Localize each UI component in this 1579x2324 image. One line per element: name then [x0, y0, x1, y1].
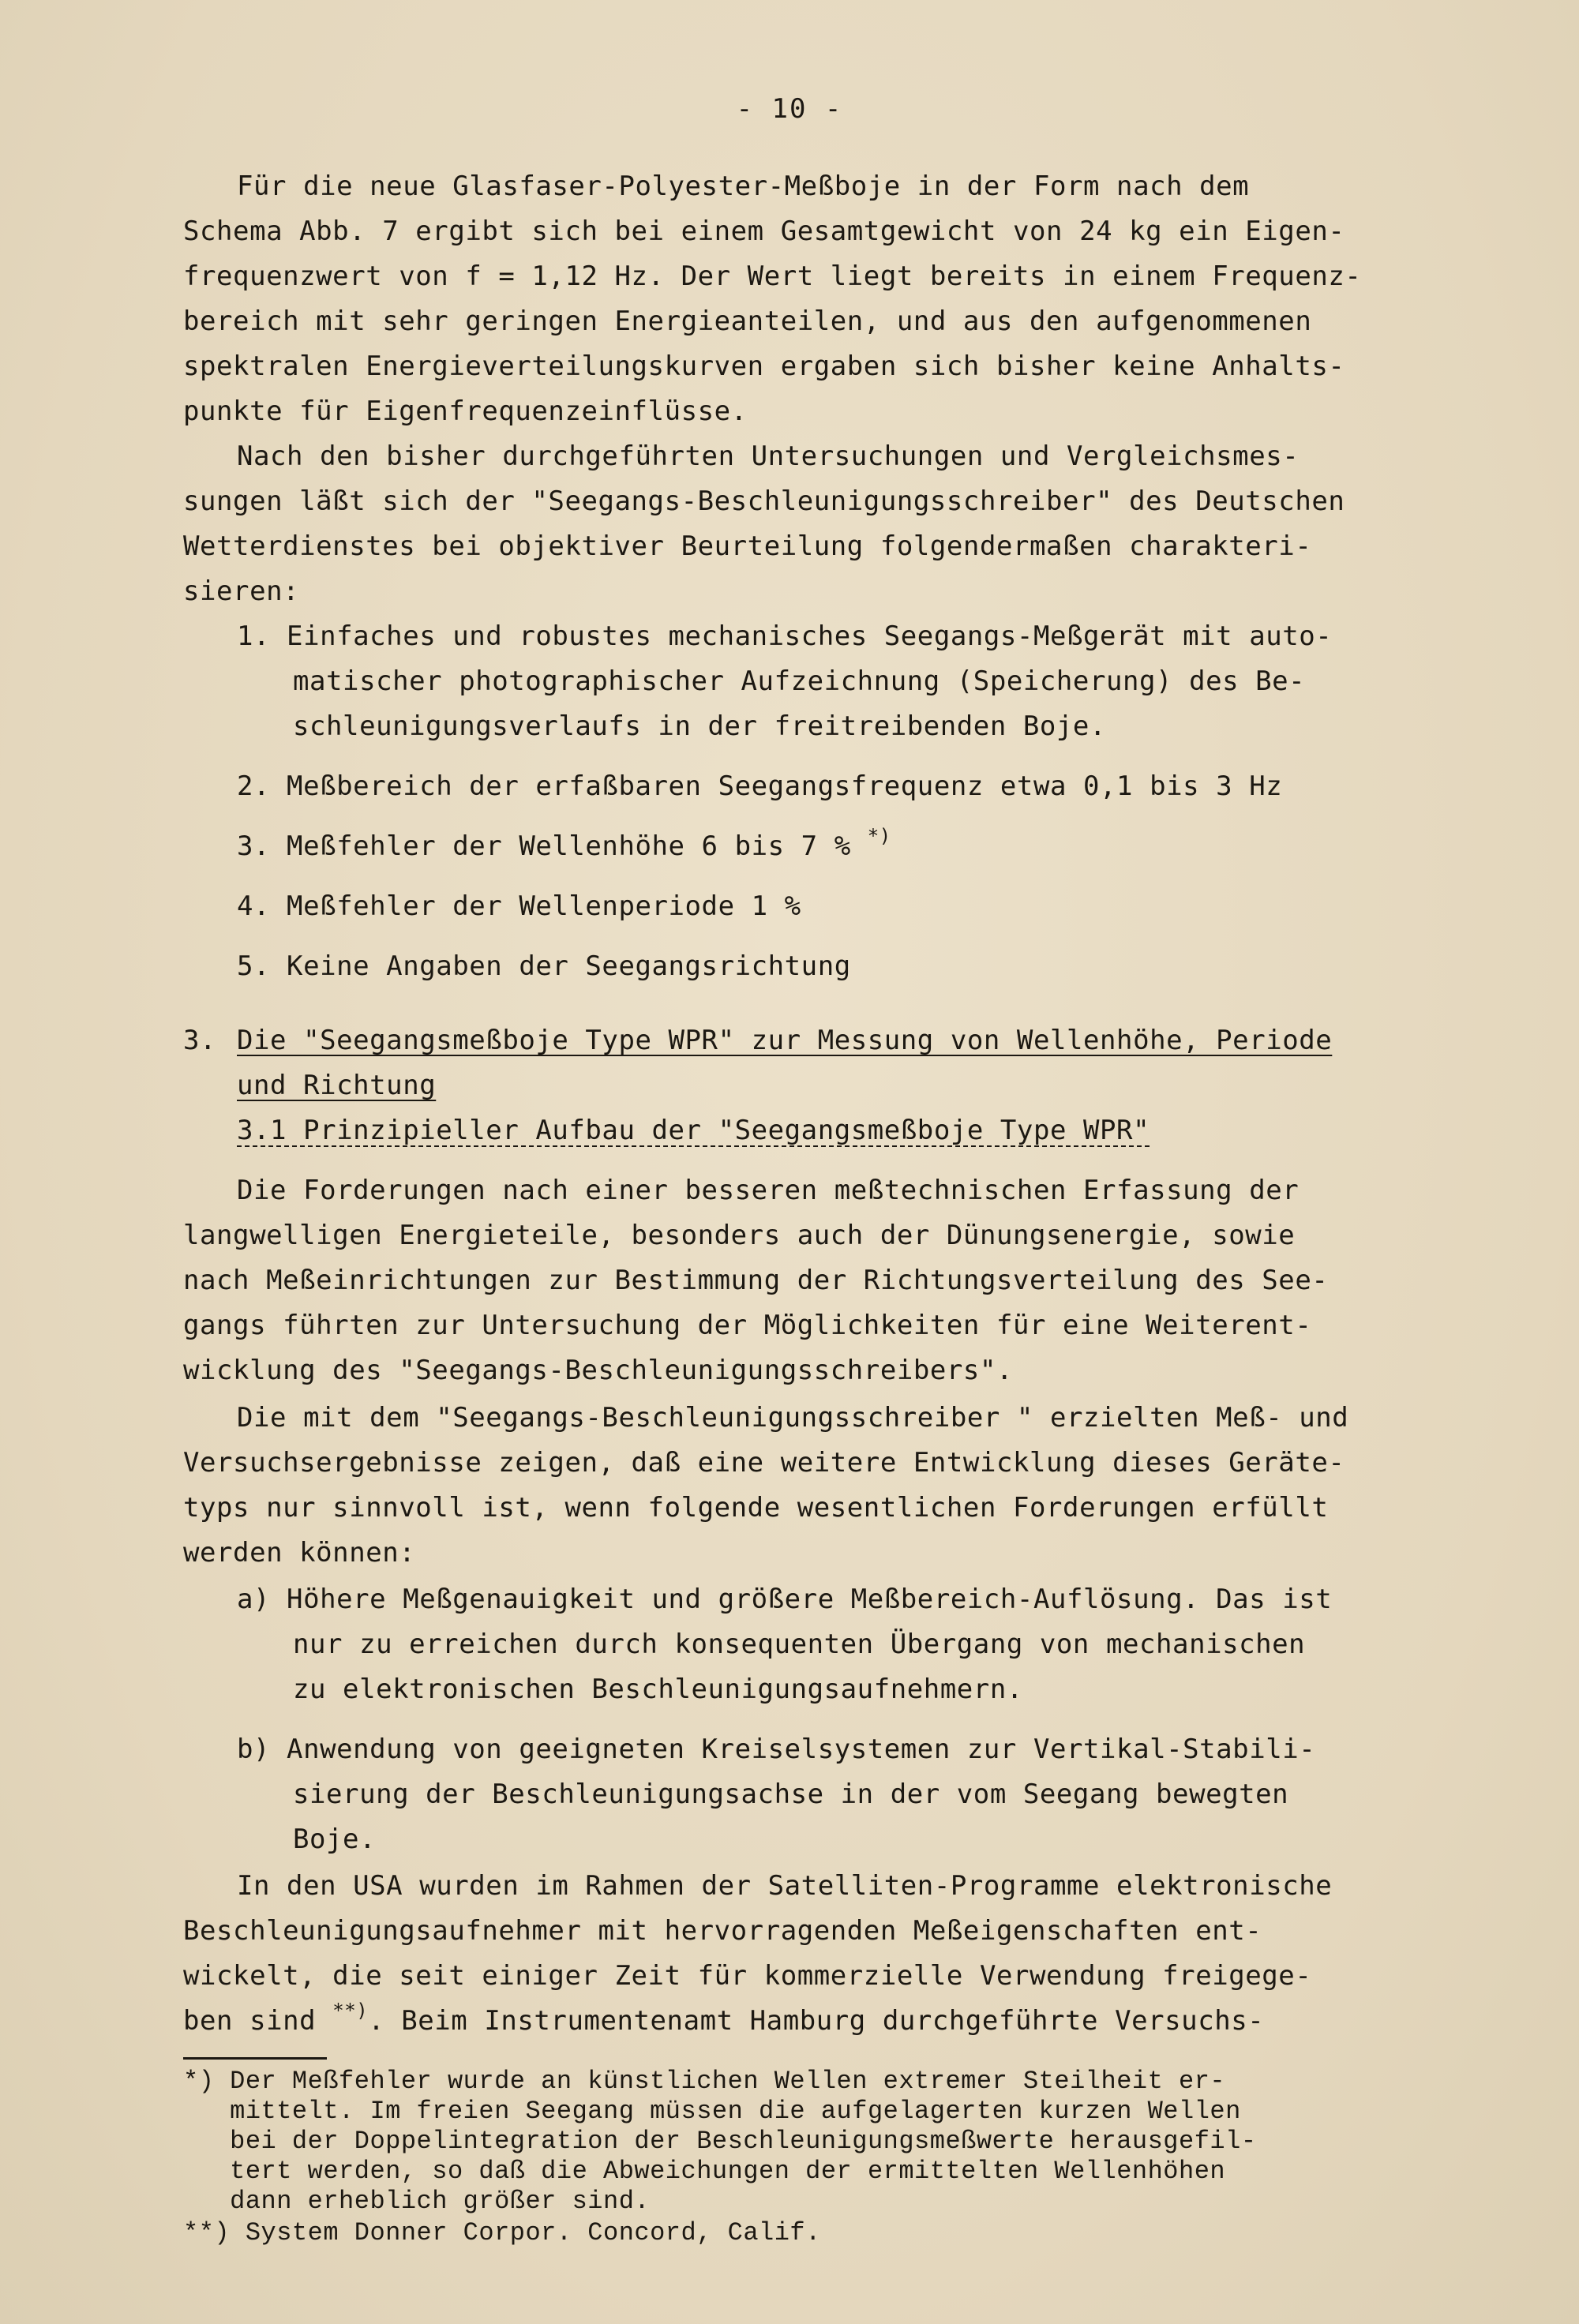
footnote-line: mittelt. Im freien Seegang müssen die aufgelagerten kurzen Wellen [183, 2097, 1241, 2126]
text-line: Wetterdienstes bei objektiver Beurteilung folgendermaßen charakteri- [183, 530, 1312, 562]
text-line: sungen läßt sich der "Seegangs-Beschleunigungsschreiber" des Deutschen [183, 485, 1345, 517]
text-line: punkte für Eigenfrequenzeinflüsse. [183, 395, 748, 427]
text-fragment: ben sind [183, 2005, 317, 2037]
text-line [183, 2000, 1265, 2037]
footnote-line: bei der Doppelintegration der Beschleunigungsmeßwerte herausgefil- [183, 2127, 1257, 2156]
footnote-marker: **) [332, 2000, 369, 2022]
text-line: nach Meßeinrichtungen zur Bestimmung der Richtungsverteilung des See- [183, 1265, 1329, 1296]
section-number: 3. [183, 1025, 217, 1056]
text-line: sieren: [183, 575, 300, 607]
text-line: Schema Abb. 7 ergibt sich bei einem Gesamtgewicht von 24 kg ein Eigen- [183, 216, 1345, 247]
list-item-continuation: nur zu erreichen durch konsequenten Übergang von mechanischen [293, 1629, 1306, 1660]
text-line: Nach den bisher durchgeführten Untersuchungen und Vergleichsmes- [237, 440, 1300, 472]
text-line: bereich mit sehr geringen Energieanteilen, und aus den aufgenommenen [183, 305, 1312, 337]
text-line: Beschleunigungsaufnehmer mit hervorragenden Meßeigenschaften ent- [183, 1915, 1262, 1947]
list-item-continuation: sierung der Beschleunigungsachse in der vom Seegang bewegten [293, 1779, 1289, 1810]
section-title: Die "Seegangsmeßboje Type WPR" zur Messung von Wellenhöhe, Periode [237, 1025, 1333, 1056]
text-line: Die mit dem "Seegangs-Beschleunigungsschreiber " erzielten Meß- und [237, 1402, 1349, 1434]
section-title-continuation: und Richtung [237, 1070, 437, 1101]
text-line: wickelt, die seit einiger Zeit für kommerzielle Verwendung freigege- [183, 1960, 1312, 1992]
text-line: Versuchsergebnisse zeigen, daß eine weitere Entwicklung dieses Geräte- [183, 1447, 1345, 1479]
text-line: Für die neue Glasfaser-Polyester-Meßboje in der Form nach dem [237, 171, 1250, 202]
footnote-line: **) System Donner Corpor. Concord, Calif. [183, 2218, 821, 2247]
text-line: spektralen Energieverteilungskurven ergaben sich bisher keine Anhalts- [183, 350, 1345, 382]
subsection-title: 3.1 Prinzipieller Aufbau der "Seegangsmeßboje Type WPR" [237, 1115, 1150, 1146]
page-number: - 10 - [736, 93, 843, 125]
list-item: 2. Meßbereich der erfaßbaren Seegangsfrequenz etwa 0,1 bis 3 Hz [237, 770, 1283, 802]
list-item: 4. Meßfehler der Wellenperiode 1 % [237, 890, 801, 922]
text-line: werden können: [183, 1537, 416, 1569]
text-line: Die Forderungen nach einer besseren meßtechnischen Erfassung der [237, 1175, 1300, 1206]
text-line: wicklung des "Seegangs-Beschleunigungsschreibers". [183, 1355, 1013, 1386]
text-line: frequenzwert von f = 1,12 Hz. Der Wert liegt bereits in einem Frequenz- [183, 261, 1362, 292]
footnote-line: dann erheblich größer sind. [183, 2187, 651, 2216]
text-fragment: . Beim Instrumentenamt Hamburg durchgeführte Versuchs- [368, 2005, 1265, 2037]
list-item: a) Höhere Meßgenauigkeit und größere Meßbereich-Auflösung. Das ist [237, 1584, 1333, 1615]
footnote-line: *) Der Meßfehler wurde an künstlichen Wellen extremer Steilheit er- [183, 2067, 1226, 2096]
text-line: gangs führten zur Untersuchung der Möglichkeiten für eine Weiterent- [183, 1310, 1312, 1341]
list-item: 5. Keine Angaben der Seegangsrichtung [237, 950, 851, 982]
list-item [237, 825, 891, 862]
text-line: typs nur sinnvoll ist, wenn folgende wesentlichen Forderungen erfüllt [183, 1492, 1329, 1524]
footnote-divider [183, 2057, 327, 2060]
footnote-marker: *) [867, 825, 891, 847]
footnote-line: tert werden, so daß die Abweichungen der ermittelten Wellenhöhen [183, 2157, 1226, 2186]
list-item-text: 3. Meßfehler der Wellenhöhe 6 bis 7 % [237, 830, 851, 862]
text-line: langwelligen Energieteile, besonders auch der Dünungsenergie, sowie [183, 1220, 1296, 1251]
list-item-continuation: schleunigungsverlaufs in der freitreibenden Boje. [293, 710, 1106, 742]
list-item-continuation: zu elektronischen Beschleunigungsaufnehmern. [293, 1674, 1023, 1705]
list-item: b) Anwendung von geeigneten Kreiselsystemen zur Vertikal-Stabili- [237, 1734, 1316, 1765]
list-item: 1. Einfaches und robustes mechanisches Seegangs-Meßgerät mit auto- [237, 620, 1333, 652]
list-item-continuation: matischer photographischer Aufzeichnung (Speicherung) des Be- [293, 665, 1306, 697]
text-line: In den USA wurden im Rahmen der Satelliten-Programme elektronische [237, 1870, 1333, 1902]
list-item-continuation: Boje. [293, 1824, 377, 1855]
